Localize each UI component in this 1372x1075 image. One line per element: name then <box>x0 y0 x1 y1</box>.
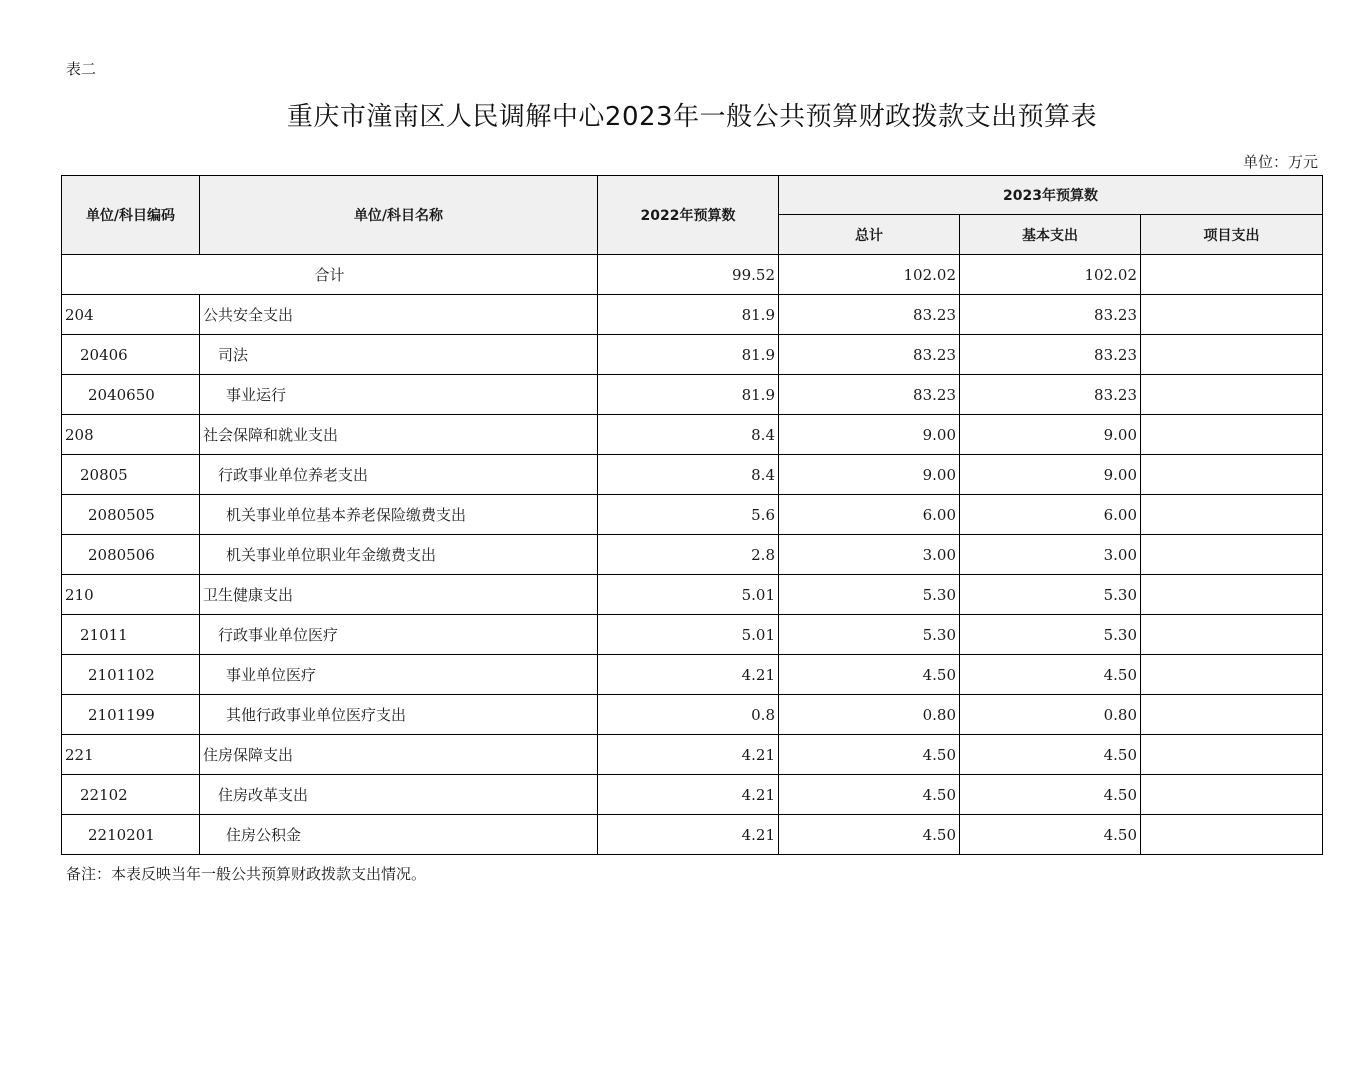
project-cell <box>1141 775 1323 815</box>
sheet-label: 表二 <box>66 60 97 78</box>
header-total: 总计 <box>779 215 960 255</box>
code-cell: 2080506 <box>62 535 200 575</box>
project-cell <box>1141 335 1323 375</box>
table-body <box>62 255 1323 855</box>
basic-cell: 83.23 <box>960 295 1141 335</box>
basic-cell: 4.50 <box>960 735 1141 775</box>
code-cell: 2040650 <box>62 375 200 415</box>
table-row <box>62 335 1323 375</box>
prev-year-cell: 4.21 <box>598 815 779 855</box>
name-cell: 事业单位医疗 <box>200 655 598 695</box>
table-row <box>62 815 1323 855</box>
name-cell: 其他行政事业单位医疗支出 <box>200 695 598 735</box>
total-cell: 83.23 <box>779 295 960 335</box>
total-cell: 5.30 <box>779 615 960 655</box>
code-cell: 21011 <box>62 615 200 655</box>
basic-cell: 83.23 <box>960 335 1141 375</box>
basic-cell: 9.00 <box>960 455 1141 495</box>
total-label: 合计 <box>62 255 598 295</box>
project-cell <box>1141 495 1323 535</box>
table-row <box>62 615 1323 655</box>
total-project <box>1141 255 1323 295</box>
header-project: 项目支出 <box>1141 215 1323 255</box>
table-row <box>62 295 1323 335</box>
prev-year-cell: 4.21 <box>598 655 779 695</box>
total-cell: 4.50 <box>779 735 960 775</box>
name-cell: 行政事业单位养老支出 <box>200 455 598 495</box>
header-prev-year: 2022年预算数 <box>598 176 779 255</box>
basic-cell: 5.30 <box>960 615 1141 655</box>
total-cell: 83.23 <box>779 375 960 415</box>
name-cell: 卫生健康支出 <box>200 575 598 615</box>
code-cell: 22102 <box>62 775 200 815</box>
budget-table <box>61 175 1323 855</box>
prev-year-cell: 8.4 <box>598 455 779 495</box>
header-code: 单位/科目编码 <box>62 176 200 255</box>
prev-year-cell: 5.01 <box>598 615 779 655</box>
project-cell <box>1141 575 1323 615</box>
table-row <box>62 575 1323 615</box>
total-total: 102.02 <box>779 255 960 295</box>
prev-year-cell: 8.4 <box>598 415 779 455</box>
total-cell: 0.80 <box>779 695 960 735</box>
prev-year-cell: 81.9 <box>598 295 779 335</box>
table-row <box>62 775 1323 815</box>
basic-cell: 4.50 <box>960 775 1141 815</box>
table-row <box>62 735 1323 775</box>
prev-year-cell: 2.8 <box>598 535 779 575</box>
total-row <box>62 255 1323 295</box>
prev-year-cell: 4.21 <box>598 735 779 775</box>
total-cell: 4.50 <box>779 775 960 815</box>
code-cell: 221 <box>62 735 200 775</box>
name-cell: 机关事业单位基本养老保险缴费支出 <box>200 495 598 535</box>
project-cell <box>1141 455 1323 495</box>
total-cell: 3.00 <box>779 535 960 575</box>
name-cell: 住房改革支出 <box>200 775 598 815</box>
total-basic: 102.02 <box>960 255 1141 295</box>
header-basic: 基本支出 <box>960 215 1141 255</box>
name-cell: 社会保障和就业支出 <box>200 415 598 455</box>
page-title: 重庆市潼南区人民调解中心2023年一般公共预算财政拨款支出预算表 <box>286 102 1098 132</box>
project-cell <box>1141 375 1323 415</box>
project-cell <box>1141 735 1323 775</box>
total-prev-year: 99.52 <box>598 255 779 295</box>
prev-year-cell: 4.21 <box>598 775 779 815</box>
prev-year-cell: 5.01 <box>598 575 779 615</box>
total-cell: 9.00 <box>779 455 960 495</box>
prev-year-cell: 0.8 <box>598 695 779 735</box>
code-cell: 204 <box>62 295 200 335</box>
total-cell: 9.00 <box>779 415 960 455</box>
name-cell: 住房保障支出 <box>200 735 598 775</box>
basic-cell: 0.80 <box>960 695 1141 735</box>
table-row <box>62 535 1323 575</box>
name-cell: 行政事业单位医疗 <box>200 615 598 655</box>
name-cell: 公共安全支出 <box>200 295 598 335</box>
code-cell: 210 <box>62 575 200 615</box>
project-cell <box>1141 815 1323 855</box>
project-cell <box>1141 535 1323 575</box>
basic-cell: 9.00 <box>960 415 1141 455</box>
unit-label: 单位：万元 <box>1242 153 1318 171</box>
basic-cell: 3.00 <box>960 535 1141 575</box>
basic-cell: 6.00 <box>960 495 1141 535</box>
code-cell: 20805 <box>62 455 200 495</box>
code-cell: 2210201 <box>62 815 200 855</box>
project-cell <box>1141 295 1323 335</box>
prev-year-cell: 81.9 <box>598 335 779 375</box>
project-cell <box>1141 695 1323 735</box>
name-cell: 司法 <box>200 335 598 375</box>
code-cell: 2101102 <box>62 655 200 695</box>
basic-cell: 83.23 <box>960 375 1141 415</box>
code-cell: 208 <box>62 415 200 455</box>
total-cell: 5.30 <box>779 575 960 615</box>
table-row <box>62 375 1323 415</box>
code-cell: 20406 <box>62 335 200 375</box>
total-cell: 83.23 <box>779 335 960 375</box>
total-cell: 4.50 <box>779 815 960 855</box>
table-row <box>62 655 1323 695</box>
project-cell <box>1141 415 1323 455</box>
header-cur-year-group: 2023年预算数 <box>779 176 1323 215</box>
code-cell: 2101199 <box>62 695 200 735</box>
basic-cell: 5.30 <box>960 575 1141 615</box>
table-row <box>62 455 1323 495</box>
footnote: 备注：本表反映当年一般公共预算财政拨款支出情况。 <box>66 865 427 883</box>
prev-year-cell: 81.9 <box>598 375 779 415</box>
table-row <box>62 495 1323 535</box>
total-cell: 6.00 <box>779 495 960 535</box>
project-cell <box>1141 615 1323 655</box>
table-row <box>62 695 1323 735</box>
name-cell: 住房公积金 <box>200 815 598 855</box>
basic-cell: 4.50 <box>960 815 1141 855</box>
name-cell: 机关事业单位职业年金缴费支出 <box>200 535 598 575</box>
table-row <box>62 415 1323 455</box>
name-cell: 事业运行 <box>200 375 598 415</box>
project-cell <box>1141 655 1323 695</box>
code-cell: 2080505 <box>62 495 200 535</box>
table-header <box>62 176 1323 255</box>
header-name: 单位/科目名称 <box>200 176 598 255</box>
prev-year-cell: 5.6 <box>598 495 779 535</box>
total-cell: 4.50 <box>779 655 960 695</box>
basic-cell: 4.50 <box>960 655 1141 695</box>
